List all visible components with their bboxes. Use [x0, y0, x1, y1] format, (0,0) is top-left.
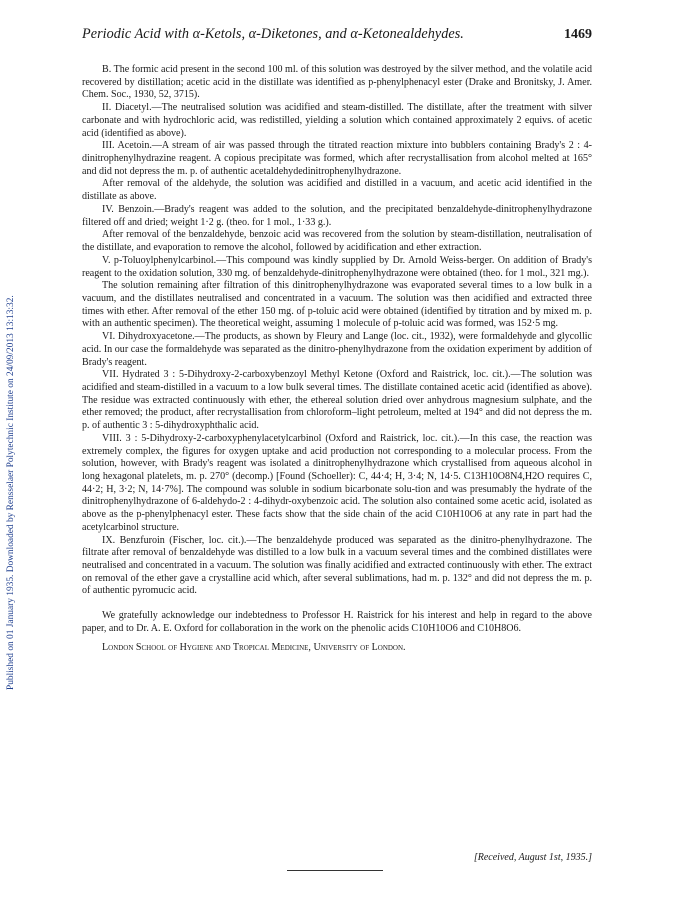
- paragraph: VI. Dihydroxyacetone.—The products, as shown by Fleury and Lange (loc. cit., 1932), were formaldehyde and glycollic acid. In our case the formaldehyde was separated as the dinitro-phenylhydrazone from the oxidation experiment by addition of Brady's reagent.: [82, 331, 592, 368]
- paragraph: After removal of the benzaldehyde, benzoic acid was recovered from the solution by steam-distillation, neutralisation of the distillate, and evaporation to remove the alcohol, followed by acidification and ether extraction.: [82, 229, 592, 254]
- end-rule: [287, 870, 383, 871]
- paragraph: III. Acetoin.—A stream of air was passed through the titrated reaction mixture into bubblers containing Brady's 2 : 4-dinitrophenylhydrazine reagent. A copious precipitate was formed, which after recrystallisation from alcohol melted at 165° and did not depress the m. p. of authentic acetaldehydedinitrophenylhydrazone.: [82, 140, 592, 177]
- paragraph: IV. Benzoin.—Brady's reagent was added to the solution, and the precipitated benzaldehyde-dinitrophenylhydrazone filtered off and dried; weight 1·2 g. (theo. for 1 mol., 1·33 g.).: [82, 203, 592, 228]
- paragraph: VIII. 3 : 5-Dihydroxy-2-carboxyphenylacetylcarbinol (Oxford and Raistrick, loc. cit.).—In this case, the reaction was extremely complex, the figures for oxygen uptake and acid production not corresponding to a molecular process. From the solution, however, with Brady's reagent was isolated a dinitrophenylhydrazone which crystallised from aqueous alcohol in long hexagonal platelets, m. p. 270° (decomp.) [Found (Schoeller): C, 44·4; H, 3·4; N, 14·5. C13H10O8N4,H2O requires C, 44·2; H, 3·2; N, 14·7%]. The compound was soluble in sodium bicarbonate solu-tion and was presumably the hydrate of the dinitrophenylhydrazone of 6-aldehydo-2 : 4-dihydr-oxybenzoic acid. The solution also contained some acetic acid, isolated as above as the p-phenylphenacyl ester. These facts show that the side chain of the acid C10H10O6 at any rate in part had the acetylcarbinol structure.: [82, 432, 592, 533]
- paragraph: B. The formic acid present in the second 100 ml. of this solution was destroyed by the silver method, and the volatile acid recovered by distillation; acetic acid in the distillate was identified as p-phenylphenacyl ester (Drake and Bronitsky, J. Amer. Chem. Soc., 1930, 52, 3715).: [82, 64, 592, 101]
- paragraph: V. p-Toluoylphenylcarbinol.—This compound was kindly supplied by Dr. Arnold Weiss-berger. On addition of Brady's reagent to the oxidation solution, 330 mg. of benzaldehyde-dinitrophenylhydrazone were obtained (theo. for 1 mol., 321 mg.).: [82, 254, 592, 279]
- page-number: 1469: [564, 27, 592, 42]
- article-body: [82, 64, 592, 654]
- paragraph: The solution remaining after filtration of this dinitrophenylhydrazone was evaporated several times to a low bulk in a vacuum, and the distillates neutralised and concentrated in a vacuum. The solution was then acidified and extracted three times with ether. After removal of the ether 150 mg. of p-toluic acid were obtained (identified by titration and by mixed m. p. with an authentic specimen). The theoretical weight, assuming 1 molecule of p-toluic acid was formed, was 152·5 mg.: [82, 280, 592, 330]
- paragraph: VII. Hydrated 3 : 5-Dihydroxy-2-carboxybenzoyl Methyl Ketone (Oxford and Raistrick, loc. cit.).—The solution was acidified and steam-distilled in a vacuum to a low bulk several times. The distillate contained acetic acid (identified as above). The residue was extracted continuously with ether, the ethereal solution dried over anhydrous magnesium sulphate, and the ether removed; the product, after recrystallisation from chloroform–light petroleum, melted at 194° and did not depress the m. p. of authentic 3 : 5-dihydroxyphthalic acid.: [82, 369, 592, 432]
- paragraph: IX. Benzfuroin (Fischer, loc. cit.).—The benzaldehyde produced was separated as the dinitro-phenylhydrazone. The filtrate after removal of benzaldehyde was distilled to a low bulk in a vacuum several times and the combined distillates were neutralised and concentrated in a vacuum. The solution was finally acidified and extracted continuously with ether. The extract on removal of the ether gave a crystalline acid which, after several sublimations, had m. p. 132° and did not depress the m. p. of authentic pyromucic acid.: [82, 534, 592, 597]
- paragraph: After removal of the aldehyde, the solution was acidified and distilled in a vacuum, and acetic acid identified in the distillate as above.: [82, 178, 592, 203]
- affiliation: London School of Hygiene and Tropical Medicine, University of London.: [102, 641, 406, 653]
- download-watermark-text: Published on 01 January 1935. Downloaded by Rensselaer Polytechnic Institute on 24/09/2013 13:13:32.: [6, 295, 16, 690]
- running-title: Periodic Acid with α-Ketols, α-Diketones, and α-Ketonealdehydes.: [82, 26, 464, 42]
- received-date: [Received, August 1st, 1935.]: [473, 852, 592, 863]
- download-watermark: [5, 90, 19, 690]
- paragraph: II. Diacetyl.—The neutralised solution was acidified and steam-distilled. The distillate, after the treatment with silver carbonate and with hydrochloric acid, was redistilled, yielding a solution which contained approximately 2 equivs. of acetic acid (identified as above).: [82, 102, 592, 139]
- acknowledgement: We gratefully acknowledge our indebtedness to Professor H. Raistrick for his interest and help in regard to the above paper, and to Dr. A. E. Oxford for collaboration in the work on the phenolic acids C10H10O6 and C10H8O6.: [82, 610, 592, 634]
- page-header: [82, 26, 592, 43]
